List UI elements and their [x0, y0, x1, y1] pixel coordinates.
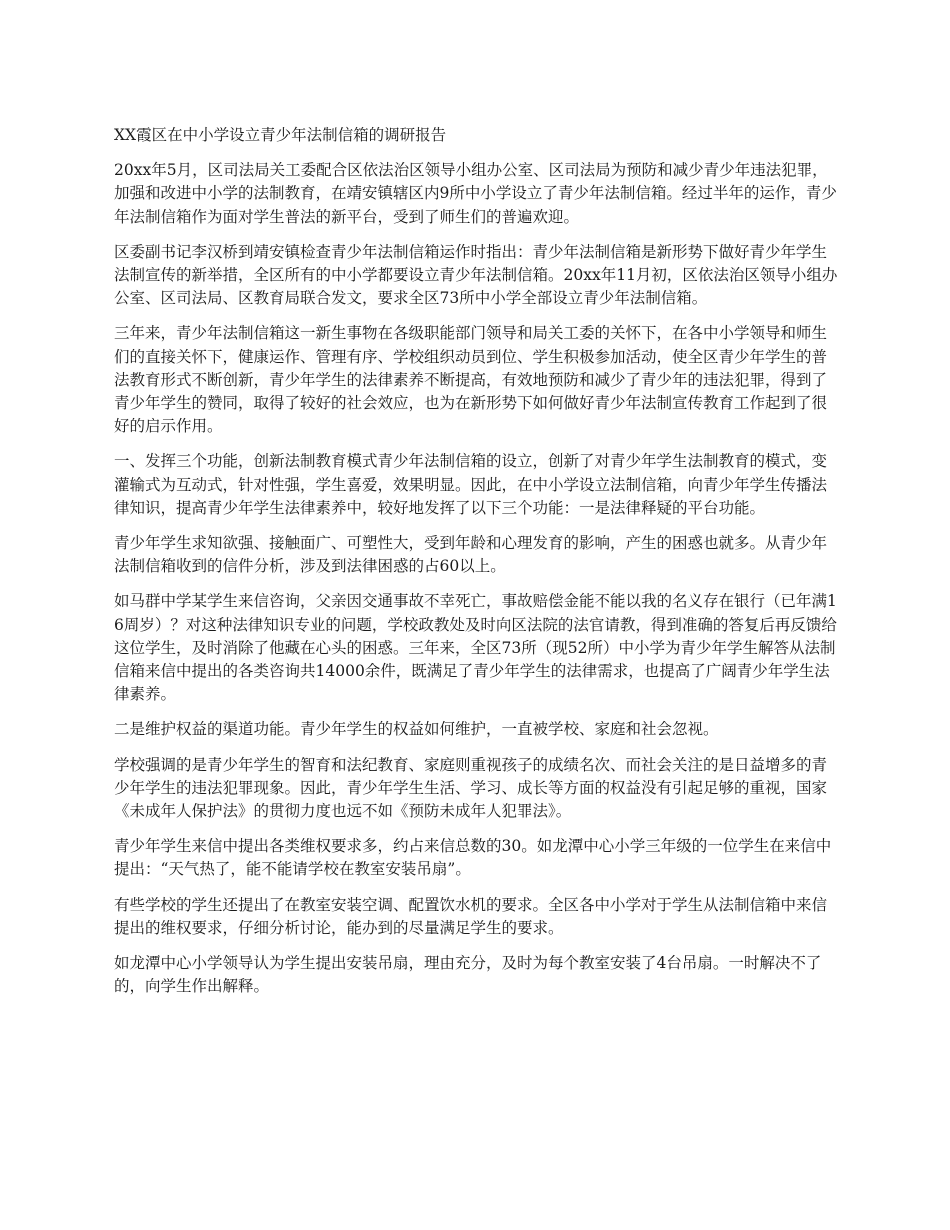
paragraph-5: 青少年学生求知欲强、接触面广、可塑性大，受到年龄和心理发育的影响，产生的困惑也就多。从青少年法制信箱收到的信件分析，涉及到法律困惑的占60以上。 — [114, 534, 828, 576]
paragraph-4: 一、发挥三个功能，创新法制教育模式青少年法制信箱的设立，创新了对青少年学生法制教育的模式，变灌输式为互动式，针对性强，学生喜爱，效果明显。因此，在中小学设立法制信箱，向青少年学生传播法律知识，提高青少年学生法律素养中，较好地发挥了以下三个功能：一是法律释疑的平台功能。 — [114, 452, 828, 517]
paragraph-7: 二是维护权益的渠道功能。青少年学生的权益如何维护，一直被学校、家庭和社会忽视。 — [114, 720, 719, 739]
paragraph-11: 如龙潭中心小学领导认为学生提出安装吊扇，理由充分，及时为每个教室安装了4台吊扇。一时解决不了的，向学生作出解释。 — [114, 954, 822, 996]
document-title: XX霞区在中小学设立青少年法制信箱的调研报告 — [114, 126, 447, 144]
paragraph-6: 如马群中学某学生来信咨询，父亲因交通事故不幸死亡，事故赔偿金能不能以我的名义存在银行（已年满16周岁）？对这种法律知识专业的问题，学校政教处及时向区法院的法官请教，得到准确的答复后再反馈给这位学生，及时消除了他藏在心头的困惑。三年来，全区73所（现52所）中小学为青少年学生解答从法制信箱来信中提出的各类咨询共14000余件，既满足了青少年学生的法律需求，也提高了广阔青少年学生法律素养。 — [114, 592, 837, 704]
paragraph-2: 区委副书记李汉桥到靖安镇检查青少年法制信箱运作时指出：青少年法制信箱是新形势下做好青少年学生法制宣传的新举措，全区所有的中小学都要设立青少年法制信箱。20xx年11月初，区依法治区领导小组办公室、区司法局、区教育局联合发文，要求全区73所中小学全部设立青少年法制信箱。 — [114, 242, 838, 308]
paragraph-8: 学校强调的是青少年学生的智育和法纪教育、家庭则重视孩子的成绩名次、而社会关注的是日益增多的青少年学生的违法犯罪现象。因此，青少年学生生活、学习、成长等方面的权益没有引起足够的重视，国家《未成年人保护法》的贯彻力度也远不如《预防未成年人犯罪法》。 — [114, 755, 828, 821]
paragraph-1: 20xx年5月，区司法局关工委配合区依法治区领导小组办公室、区司法局为预防和减少青少年违法犯罪，加强和改进中小学的法制教育，在靖安镇辖区内9所中小学设立了青少年法制信箱。经过半年的运作，青少年法制信箱作为面对学生普法的新平台，受到了师生们的普遍欢迎。 — [114, 161, 837, 226]
paragraph-3: 三年来，青少年法制信箱这一新生事物在各级职能部门领导和局关工委的关怀下，在各中小学领导和师生们的直接关怀下，健康运作、管理有序、学校组织动员到位、学生积极参加活动，使全区青少年学生的普法教育形式不断创新，青少年学生的法律素养不断提高，有效地预防和减少了青少年的违法犯罪，得到了青少年学生的赞同，取得了较好的社会效应，也为在新形势下如何做好青少年法制宣传教育工作起到了很好的启示作用。 — [114, 324, 828, 436]
document-page — [114, 124, 841, 1011]
paragraph-9: 青少年学生来信中提出各类维权要求多，约占来信总数的30。如龙潭中心小学三年级的一位学生在来信中提出：“天气热了，能不能请学校在教室安装吊扇”。 — [114, 837, 832, 879]
paragraph-10: 有些学校的学生还提出了在教室安装空调、配置饮水机的要求。全区各中小学对于学生从法制信箱中来信提出的维权要求，仔细分析讨论，能办到的尽量满足学生的要求。 — [114, 895, 828, 937]
